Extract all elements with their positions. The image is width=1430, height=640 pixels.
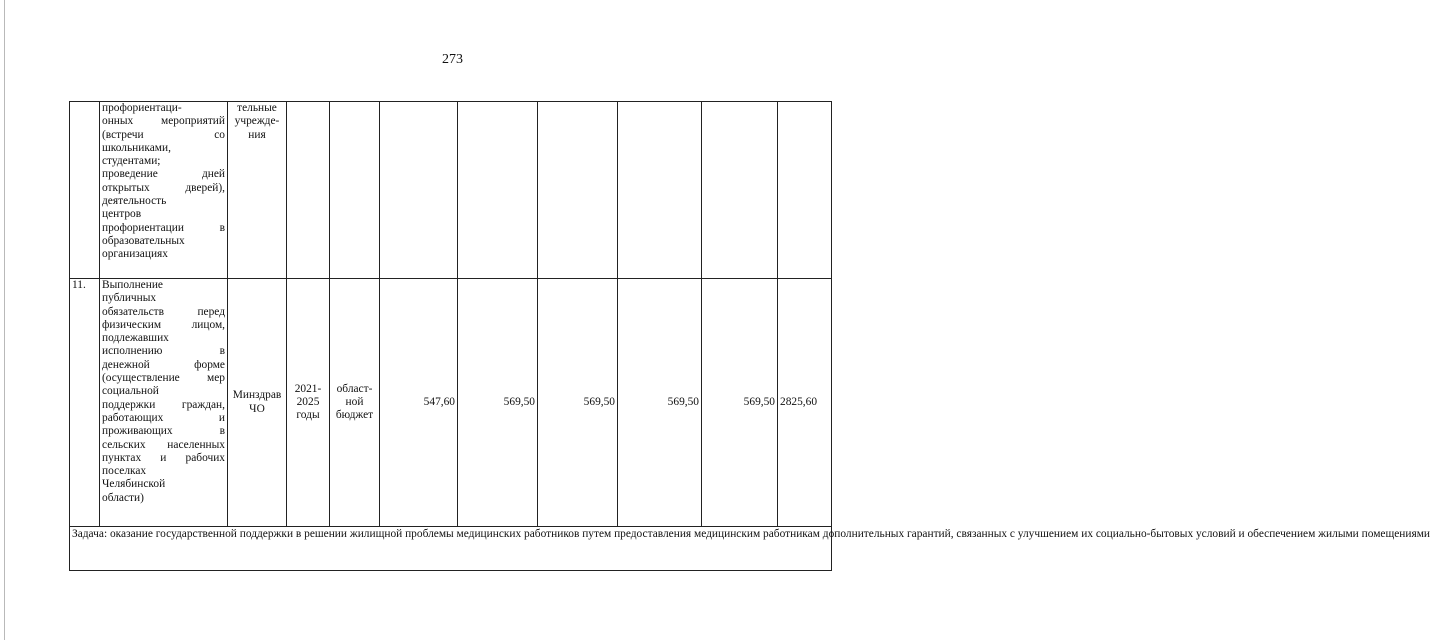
value-cell-2021: 547,60 — [380, 279, 458, 527]
row-number-cell — [70, 102, 100, 279]
task-row — [70, 527, 832, 571]
table-row — [70, 102, 832, 279]
executor-line: ЧО — [249, 402, 265, 415]
period-cell — [287, 102, 330, 279]
measure-name-line: пунктах и рабочих — [102, 451, 225, 464]
period-line: 2021- — [294, 382, 322, 395]
total-cell — [778, 102, 832, 279]
measure-name-line: Челябинской — [102, 478, 166, 491]
period-line: 2025 — [296, 395, 320, 408]
executor-line: тельные — [237, 102, 277, 114]
measure-name-line: профориентации в — [102, 221, 225, 234]
value-cell — [538, 102, 618, 279]
measure-name-line: обязательств перед — [102, 305, 225, 318]
measure-name-line: работающих и — [102, 411, 225, 424]
measure-name-line: области) — [102, 491, 144, 504]
measure-name-line: онных мероприятий — [102, 115, 225, 128]
table-row — [70, 279, 832, 527]
measure-name-line: исполнению в — [102, 345, 225, 358]
task-cell: Задача: оказание государственной поддержки в решении жилищной проблемы медицинских работников путем предоставления медицинским работникам дополнительных гарантий, связанных с улучшением их социально-бытовых условий и обеспечением жилыми помещениями — [70, 527, 832, 571]
funding-source-line: ной — [345, 395, 364, 408]
measure-name-line: проведение дней — [102, 168, 225, 181]
executor-cell — [228, 102, 287, 279]
measure-name-line: образовательных — [102, 234, 185, 247]
measure-name-line: (встречи со — [102, 128, 225, 141]
value-cell-2024: 569,50 — [618, 279, 702, 527]
funding-source-line: област- — [336, 382, 373, 395]
measure-name-line: студентами; — [102, 155, 161, 168]
value-cell — [380, 102, 458, 279]
measure-name-line: профориентаци- — [102, 102, 182, 114]
executor-line: учрежде- — [234, 115, 280, 128]
measure-name-line: школьниками, — [102, 141, 171, 154]
measure-name-line: (осуществление мер — [102, 372, 225, 385]
funding-source-line: бюджет — [335, 409, 374, 422]
value-cell-2025: 569,50 — [702, 279, 778, 527]
executor-cell — [228, 279, 287, 527]
measure-name-line: физическим лицом, — [102, 318, 225, 331]
total-cell: 2825,60 — [778, 279, 832, 527]
value-cell-2023: 569,50 — [538, 279, 618, 527]
row-number-cell: 11. — [70, 279, 100, 527]
measures-table — [69, 101, 1430, 571]
value-cell — [458, 102, 538, 279]
executor-line: ния — [248, 128, 266, 141]
measure-name-line: организациях — [102, 248, 168, 261]
measure-name-line: открытых дверей), — [102, 181, 225, 194]
measure-name-line: сельских населенных — [102, 438, 225, 451]
measure-name-line: поддержки граждан, — [102, 398, 225, 411]
measure-name-line: публичных — [102, 292, 157, 305]
measure-name-cell — [100, 279, 228, 527]
measure-name-line: Выполнение — [102, 279, 163, 291]
measure-name-line: деятельность — [102, 195, 167, 208]
measure-name-line: проживающих в — [102, 425, 225, 438]
measure-name-line: подлежавших — [102, 332, 169, 345]
period-line: годы — [296, 409, 320, 422]
measure-name-line: центров — [102, 208, 142, 221]
page-number: 273 — [442, 52, 463, 67]
page-edge-line — [4, 0, 5, 640]
measure-name-line: социальной — [102, 385, 159, 398]
measure-name-cell — [100, 102, 228, 279]
measure-name-line: поселках — [102, 465, 147, 478]
period-cell — [287, 279, 330, 527]
value-cell — [702, 102, 778, 279]
value-cell-2022: 569,50 — [458, 279, 538, 527]
funding-source-cell — [330, 102, 380, 279]
measure-name-line: денежной форме — [102, 358, 225, 371]
funding-source-cell — [330, 279, 380, 527]
executor-line: Минздрав — [232, 389, 282, 402]
value-cell — [618, 102, 702, 279]
